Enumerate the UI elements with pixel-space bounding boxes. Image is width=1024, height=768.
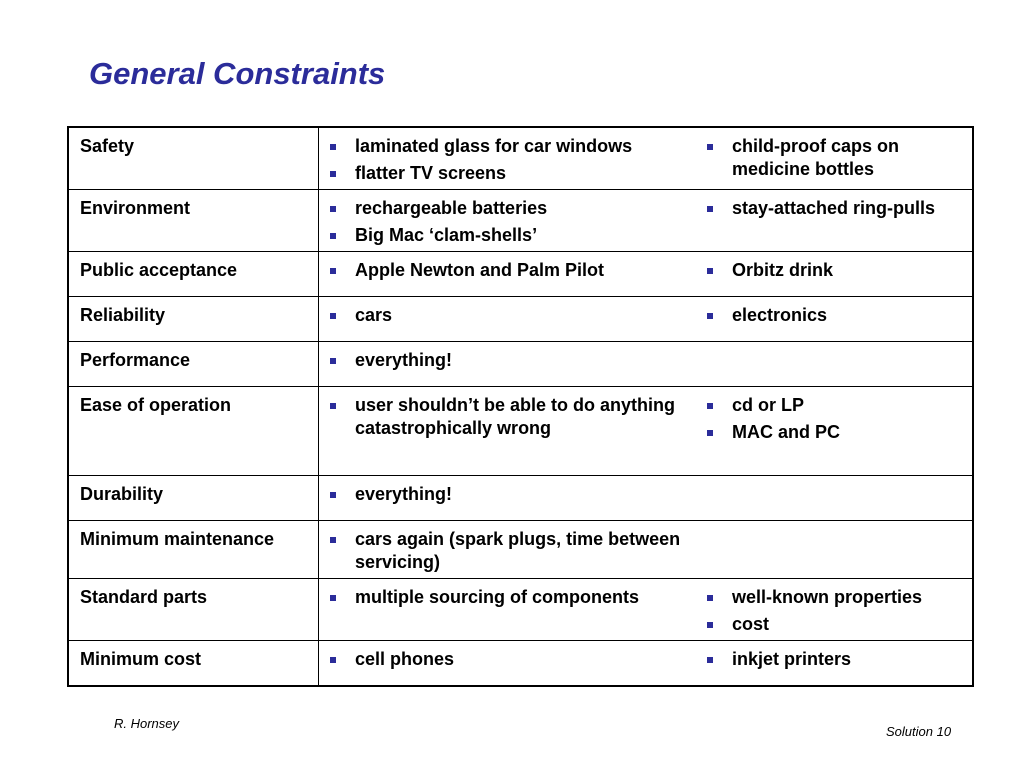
examples-cell-secondary <box>696 521 973 579</box>
bullet-list <box>330 586 686 609</box>
constraint-category: Minimum maintenance <box>68 521 319 579</box>
constraint-category: Ease of operation <box>68 387 319 476</box>
examples-cell-primary <box>319 190 697 252</box>
examples-cell-primary <box>319 387 697 476</box>
list-item <box>707 259 962 282</box>
table-row <box>68 190 973 252</box>
square-bullet-icon <box>330 144 336 150</box>
list-item <box>707 586 962 609</box>
list-item <box>707 197 962 220</box>
list-item-text: inkjet printers <box>732 649 852 669</box>
list-item <box>330 483 686 506</box>
bullet-list <box>707 304 962 327</box>
square-bullet-icon <box>330 492 336 498</box>
constraint-category: Safety <box>68 127 319 190</box>
list-item <box>330 197 686 220</box>
list-item <box>330 304 686 327</box>
square-bullet-icon <box>707 144 713 150</box>
square-bullet-icon <box>330 358 336 364</box>
square-bullet-icon <box>330 206 336 212</box>
square-bullet-icon <box>330 403 336 409</box>
examples-cell-primary <box>319 342 697 387</box>
examples-cell-primary <box>319 252 697 297</box>
list-item <box>330 224 686 247</box>
bullet-list <box>330 483 686 506</box>
square-bullet-icon <box>330 171 336 177</box>
square-bullet-icon <box>707 595 713 601</box>
list-item-text: user shouldn’t be able to do anything catastrophically wrong <box>355 395 676 438</box>
bullet-list <box>330 197 686 247</box>
list-item-text: Orbitz drink <box>732 260 834 280</box>
list-item <box>707 135 962 181</box>
examples-cell-primary <box>319 641 697 686</box>
bullet-list <box>330 528 686 574</box>
constraint-category: Reliability <box>68 297 319 342</box>
square-bullet-icon <box>707 622 713 628</box>
list-item-text: stay-attached ring-pulls <box>732 198 936 218</box>
examples-cell-primary <box>319 297 697 342</box>
square-bullet-icon <box>707 657 713 663</box>
slide-title: General Constraints <box>89 56 386 91</box>
square-bullet-icon <box>707 430 713 436</box>
table-row <box>68 521 973 579</box>
list-item-text: cars again (spark plugs, time between servicing) <box>355 529 681 572</box>
constraints-table-body <box>68 127 973 686</box>
bullet-list <box>330 349 686 372</box>
list-item <box>330 349 686 372</box>
examples-cell-secondary <box>696 127 973 190</box>
constraint-category: Environment <box>68 190 319 252</box>
examples-cell-secondary <box>696 297 973 342</box>
constraint-category: Durability <box>68 476 319 521</box>
examples-cell-secondary <box>696 252 973 297</box>
examples-cell-secondary <box>696 641 973 686</box>
constraints-table <box>67 126 974 687</box>
list-item <box>707 613 962 636</box>
list-item-text: Apple Newton and Palm Pilot <box>355 260 605 280</box>
square-bullet-icon <box>330 537 336 543</box>
examples-cell-secondary <box>696 190 973 252</box>
examples-cell-secondary <box>696 342 973 387</box>
list-item-text: MAC and PC <box>732 422 840 442</box>
table-row <box>68 641 973 686</box>
table-row <box>68 342 973 387</box>
table-row <box>68 252 973 297</box>
examples-cell-primary <box>319 127 697 190</box>
list-item-text: cost <box>732 614 770 634</box>
square-bullet-icon <box>330 595 336 601</box>
list-item <box>330 528 686 574</box>
bullet-list <box>330 394 686 440</box>
list-item <box>330 259 686 282</box>
bullet-list <box>707 197 962 220</box>
bullet-list <box>707 259 962 282</box>
table-row <box>68 127 973 190</box>
list-item-text: laminated glass for car windows <box>355 136 633 156</box>
list-item <box>330 135 686 158</box>
square-bullet-icon <box>707 403 713 409</box>
bullet-list <box>707 586 962 636</box>
list-item <box>707 648 962 671</box>
examples-cell-primary <box>319 579 697 641</box>
list-item <box>707 421 962 444</box>
list-item-text: cars <box>355 305 393 325</box>
square-bullet-icon <box>707 206 713 212</box>
list-item <box>330 394 686 440</box>
table-row <box>68 387 973 476</box>
square-bullet-icon <box>330 268 336 274</box>
examples-cell-secondary <box>696 387 973 476</box>
list-item-text: multiple sourcing of components <box>355 587 640 607</box>
list-item-text: rechargeable batteries <box>355 198 548 218</box>
list-item-text: everything! <box>355 484 453 504</box>
square-bullet-icon <box>330 313 336 319</box>
footer-slide-number: Solution 10 <box>886 724 952 739</box>
list-item-text: cd or LP <box>732 395 805 415</box>
examples-cell-primary <box>319 476 697 521</box>
square-bullet-icon <box>707 313 713 319</box>
list-item <box>330 648 686 671</box>
list-item-text: child-proof caps on medicine bottles <box>732 136 900 179</box>
list-item <box>330 162 686 185</box>
list-item <box>707 304 962 327</box>
list-item-text: well-known properties <box>732 587 923 607</box>
examples-cell-secondary <box>696 579 973 641</box>
bullet-list <box>707 394 962 444</box>
list-item-text: cell phones <box>355 649 455 669</box>
list-item-text: flatter TV screens <box>355 163 507 183</box>
bullet-list <box>330 648 686 671</box>
table-row <box>68 476 973 521</box>
bullet-list <box>330 135 686 185</box>
list-item <box>330 586 686 609</box>
list-item-text: electronics <box>732 305 828 325</box>
list-item-text: Big Mac ‘clam-shells’ <box>355 225 538 245</box>
list-item <box>707 394 962 417</box>
bullet-list <box>330 304 686 327</box>
square-bullet-icon <box>330 233 336 239</box>
bullet-list <box>330 259 686 282</box>
table-row <box>68 579 973 641</box>
table-row <box>68 297 973 342</box>
examples-cell-primary <box>319 521 697 579</box>
bullet-list <box>707 648 962 671</box>
constraint-category: Minimum cost <box>68 641 319 686</box>
constraint-category: Performance <box>68 342 319 387</box>
constraint-category: Public acceptance <box>68 252 319 297</box>
examples-cell-secondary <box>696 476 973 521</box>
square-bullet-icon <box>330 657 336 663</box>
square-bullet-icon <box>707 268 713 274</box>
footer-author: R. Hornsey <box>114 716 180 731</box>
bullet-list <box>707 135 962 181</box>
list-item-text: everything! <box>355 350 453 370</box>
constraint-category: Standard parts <box>68 579 319 641</box>
